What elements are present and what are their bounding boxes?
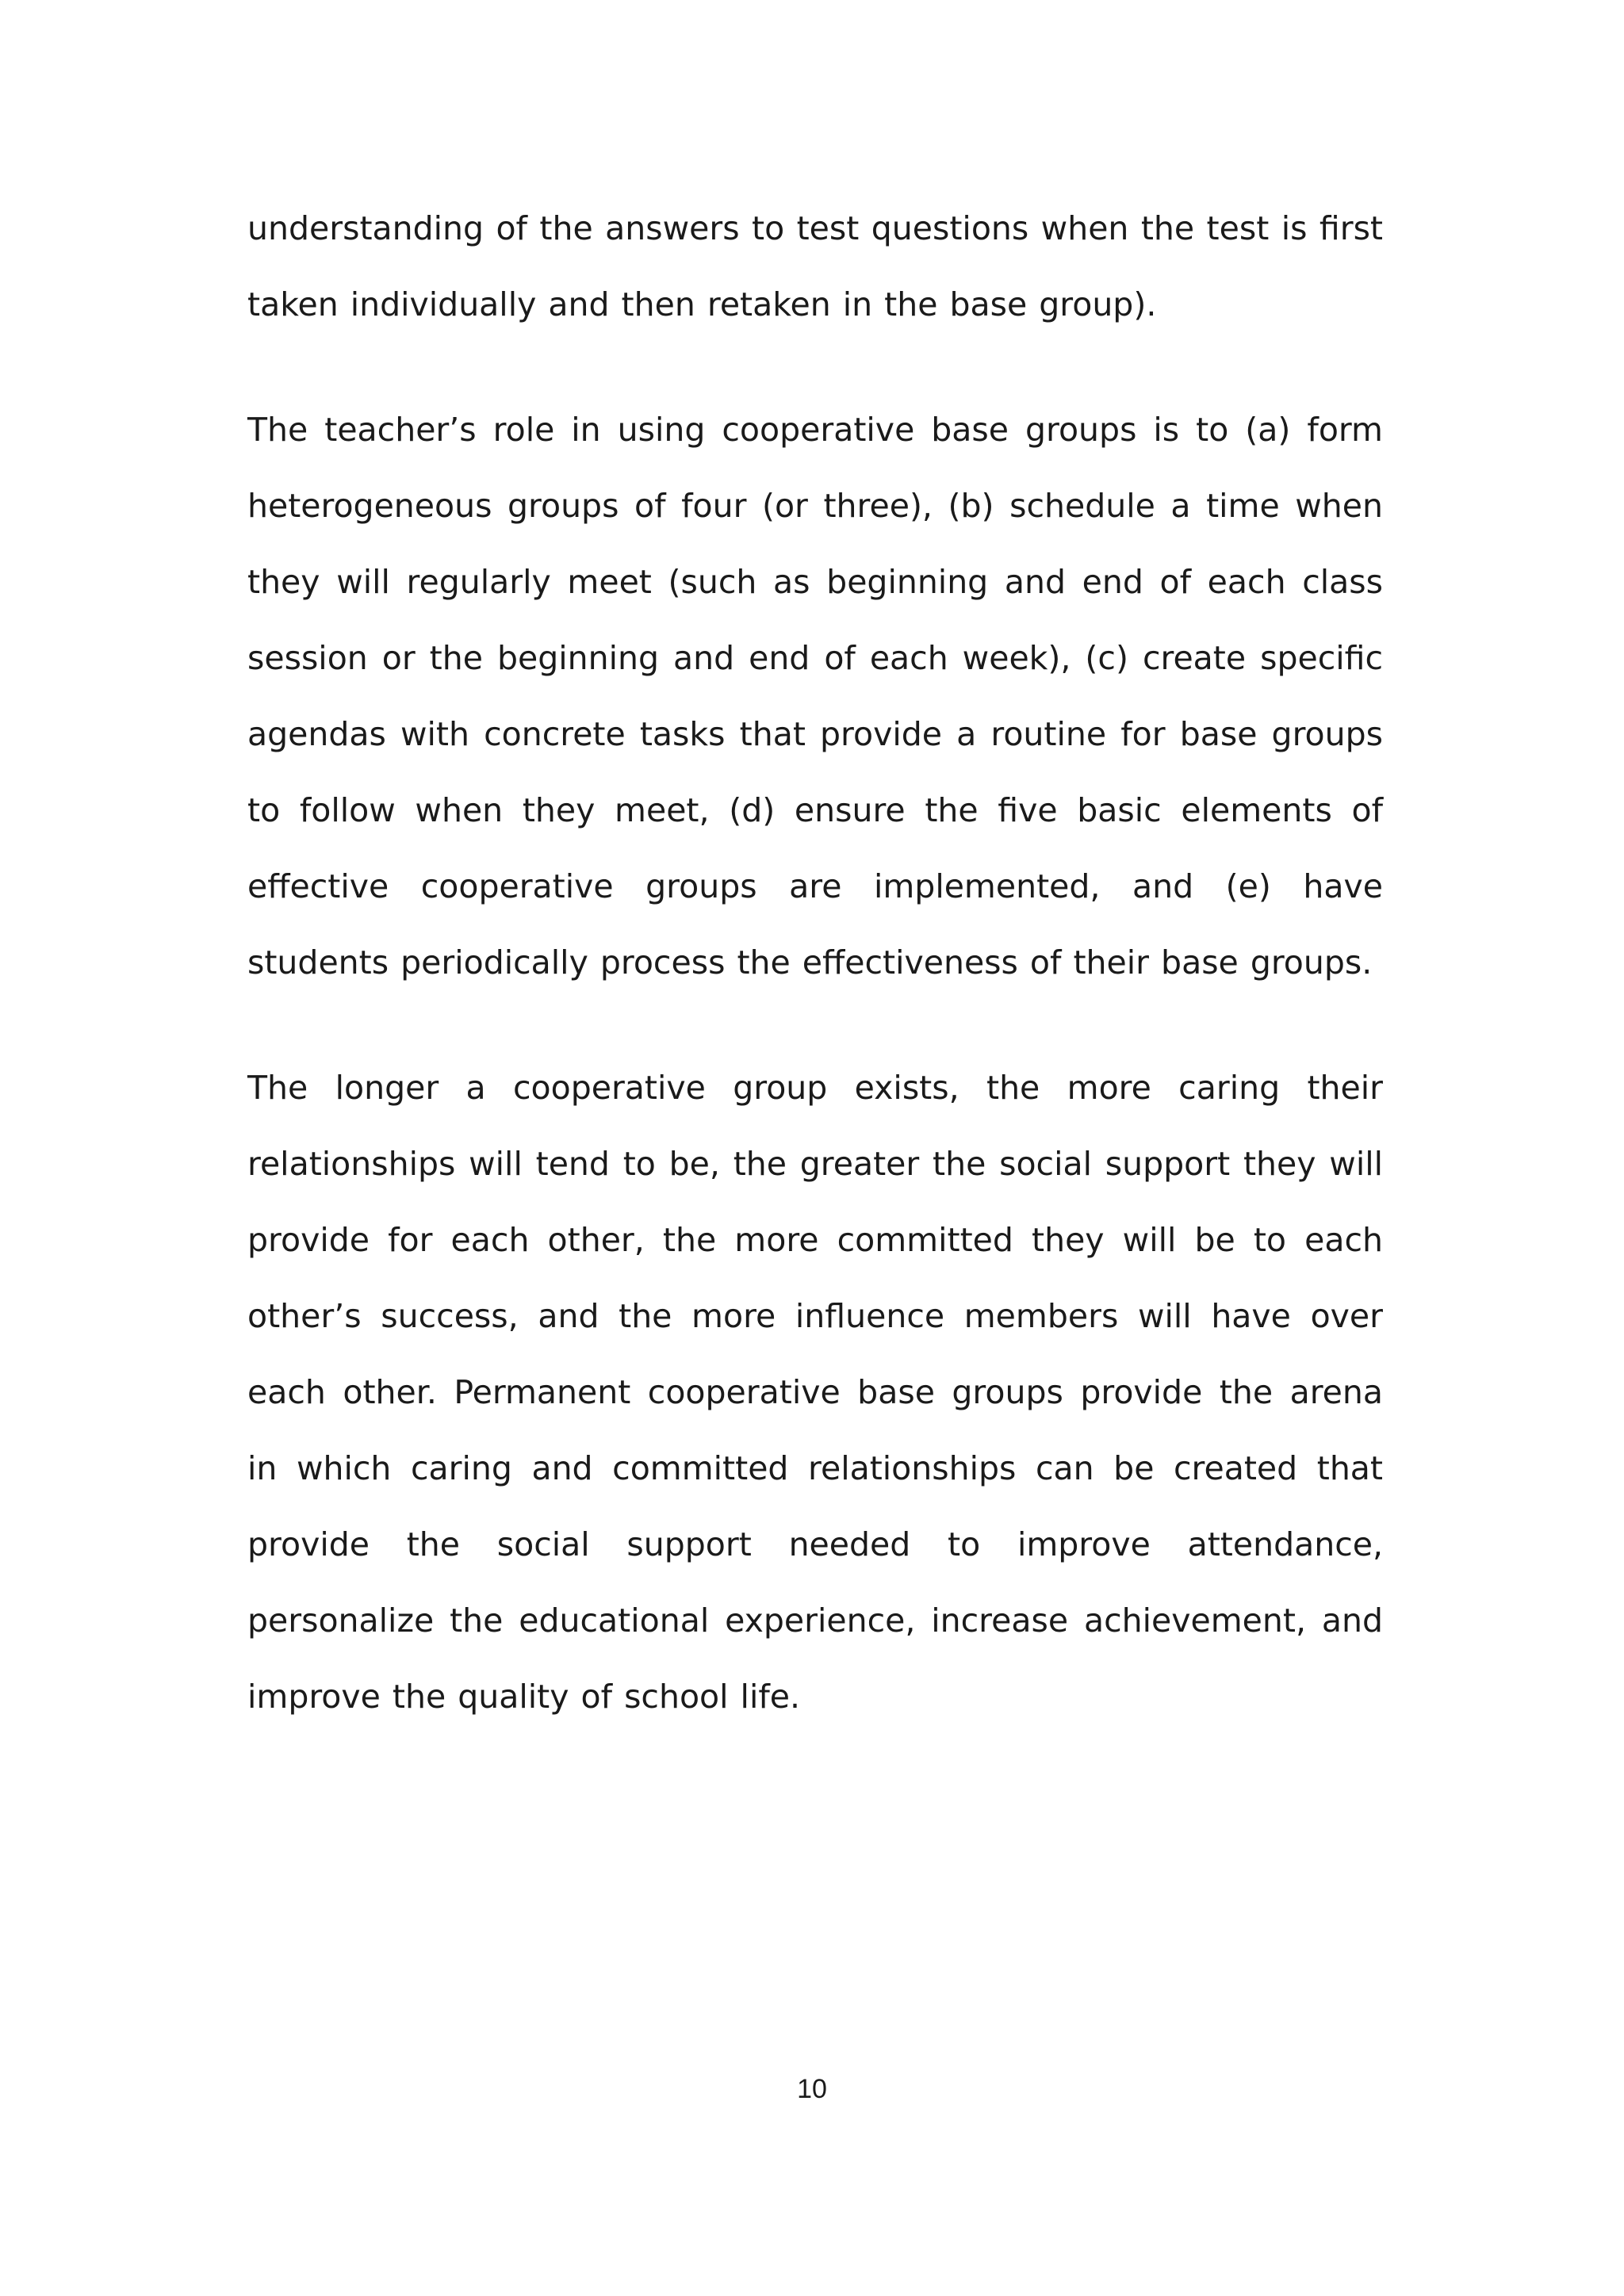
page-number: 10	[797, 2074, 827, 2104]
paragraph-continuation: understanding of the answers to test questions when the test is first taken individually and then retaken in the base group).	[247, 209, 1383, 323]
body-text	[247, 190, 1383, 1735]
paragraph-teacher-role: The teacher’s role in using cooperative base groups is to (a) form heterogeneous groups of four (or three), (b) schedule a time when they will regularly meet (such as beginning and end of each class session or the beginning and end of each week), (c) create specific agendas with concrete tasks that provide a routine for base groups to follow when they meet, (d) ensure the five basic elements of effective cooperative groups are implemented, and (e) have students periodically process the effectiveness of their base groups.	[247, 411, 1383, 982]
paragraph-group-longevity: The longer a cooperative group exists, the more caring their relationships will tend to be, the greater the social support they will provide for each other, the more committed they will be to each other’s success, and the more influence members will have over each other. Permanent cooperative base groups provide the arena in which caring and committed relationships can be created that provide the social support needed to improve attendance, personalize the educational experience, increase achievement, and improve the quality of school life.	[247, 1069, 1383, 1716]
